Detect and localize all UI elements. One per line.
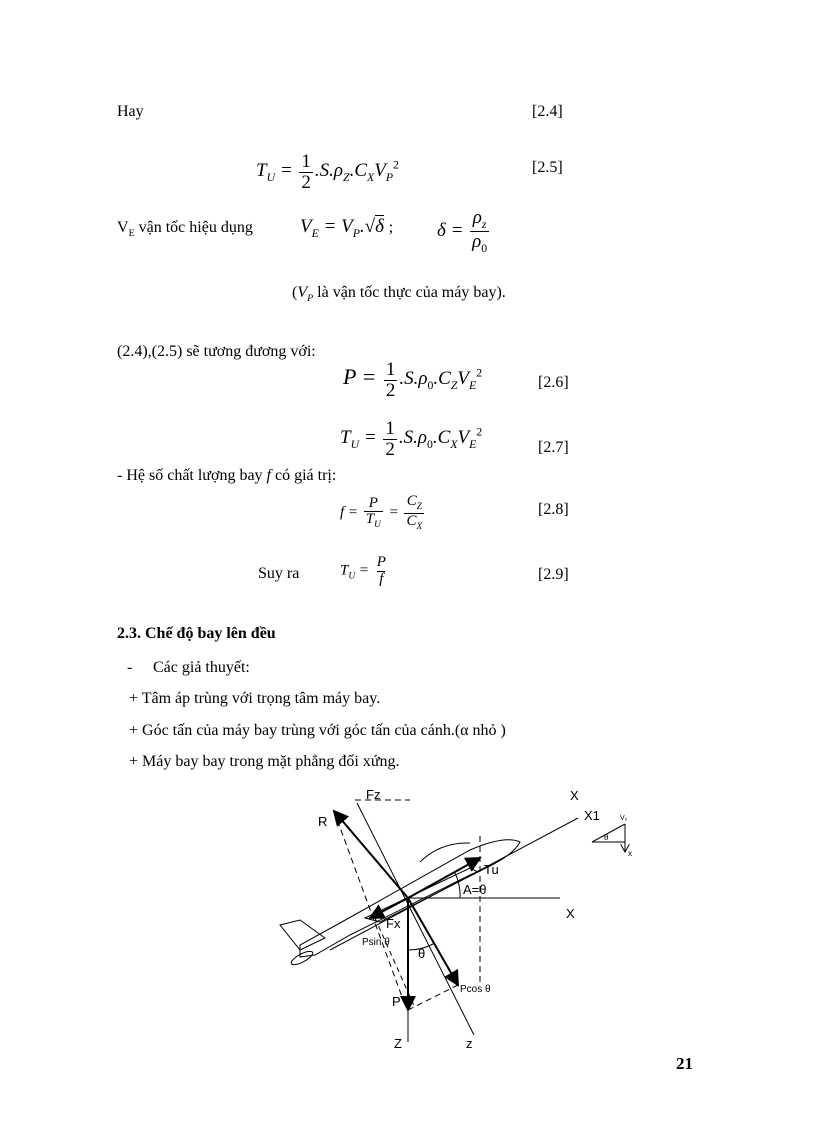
aircraft-stabilizer (290, 949, 315, 967)
quality-intro-a: - Hệ số chất lượng bay (117, 467, 263, 484)
label-a-theta: A=θ (463, 882, 487, 897)
label-fz: Fz (366, 787, 381, 802)
pcos-vector (408, 898, 458, 985)
delta-formula: δ = $\frac{\rho_z}{\rho_0}$ (437, 207, 488, 255)
inset-x: x (628, 849, 632, 858)
ve-definition-text: $V_E$ vận tốc hiệu dụng (117, 219, 253, 240)
eq-number-2-9: [2.9] (538, 566, 569, 583)
label-z-small: z (466, 1036, 473, 1051)
bullet-1: + Tâm áp trùng với trọng tâm máy bay. (129, 690, 381, 707)
bullet-2: + Góc tấn của máy bay trùng với góc tấn của cánh.(α nhỏ ) (129, 722, 506, 739)
eq-number-2-5: [2.5] (532, 159, 563, 176)
label-r: R (318, 814, 328, 829)
vp-note: ($V_P$ là vận tốc thực của máy bay). (292, 284, 506, 305)
label-x-top: X (570, 788, 579, 803)
ve-formula: $V_E = V_P.√\delta$ ; (300, 216, 394, 240)
aircraft-canopy (420, 843, 470, 862)
lift-vector-r (334, 811, 408, 898)
section-heading: 2.3. Chế độ bay lên đều (117, 625, 276, 642)
formula-2-8: f = $\frac{P}{T_U}$ = $\frac{C_Z}{C_X}$ (340, 493, 423, 532)
formula-2-7: $T_U$ = $\frac{1}{2}$ $.S.\rho_0.C_XV_E^2$ (340, 418, 483, 460)
quality-intro: - Hệ số chất lượng bay f có giá trị: (117, 467, 337, 484)
label-x-horizontal: X (566, 906, 575, 921)
equivalence-intro: (2.4),(2.5) sẽ tương đương với: (117, 343, 316, 360)
inset-theta: θ (604, 833, 609, 842)
bullet-3: + Máy bay bay trong mặt phẳng đối xứng. (129, 753, 400, 770)
eq-number-2-4: [2.4] (532, 103, 563, 120)
eq-number-2-7: [2.7] (538, 439, 569, 456)
suy-ra-label: Suy ra (258, 565, 300, 582)
label-psin: Psin θ (362, 937, 390, 948)
hay-label: Hay (117, 103, 144, 120)
label-z-big: Z (394, 1036, 402, 1051)
aircraft-wing (365, 868, 478, 922)
page-number: 21 (676, 1054, 693, 1073)
formula-2-6: P = $\frac{1}{2}$ $.S.\rho_0.C_ZV_E^2$ (343, 359, 483, 401)
vp-note-rest: là vận tốc thực của máy bay). (317, 284, 506, 301)
inset-v: V₀ (620, 815, 628, 822)
formula-2-9: $T_U$ = $\frac{P}{f}$ (340, 554, 386, 587)
label-p: P (392, 994, 401, 1009)
eq-number-2-8: [2.8] (538, 501, 569, 518)
fz-axis-line (357, 803, 474, 1035)
assumptions-dash: - (127, 659, 133, 676)
label-theta: θ (418, 946, 426, 961)
label-pcos: Pcos θ (460, 984, 491, 995)
diagram-lines (280, 800, 625, 1042)
label-fx: Fx (386, 916, 401, 931)
label-tu: Tu (484, 862, 499, 877)
eq-number-2-6: [2.6] (538, 374, 569, 391)
ve-intro: vận tốc hiệu dụng (138, 219, 253, 236)
formula-2-5: $T_U$ = $\frac{1}{2}$ $.S.\rho_Z.C_XV_P^2$ (256, 151, 399, 193)
assumptions-label: Các giả thuyết: (153, 659, 250, 676)
quality-intro-b: có giá trị: (275, 467, 337, 484)
label-x1: X1 (584, 808, 600, 823)
